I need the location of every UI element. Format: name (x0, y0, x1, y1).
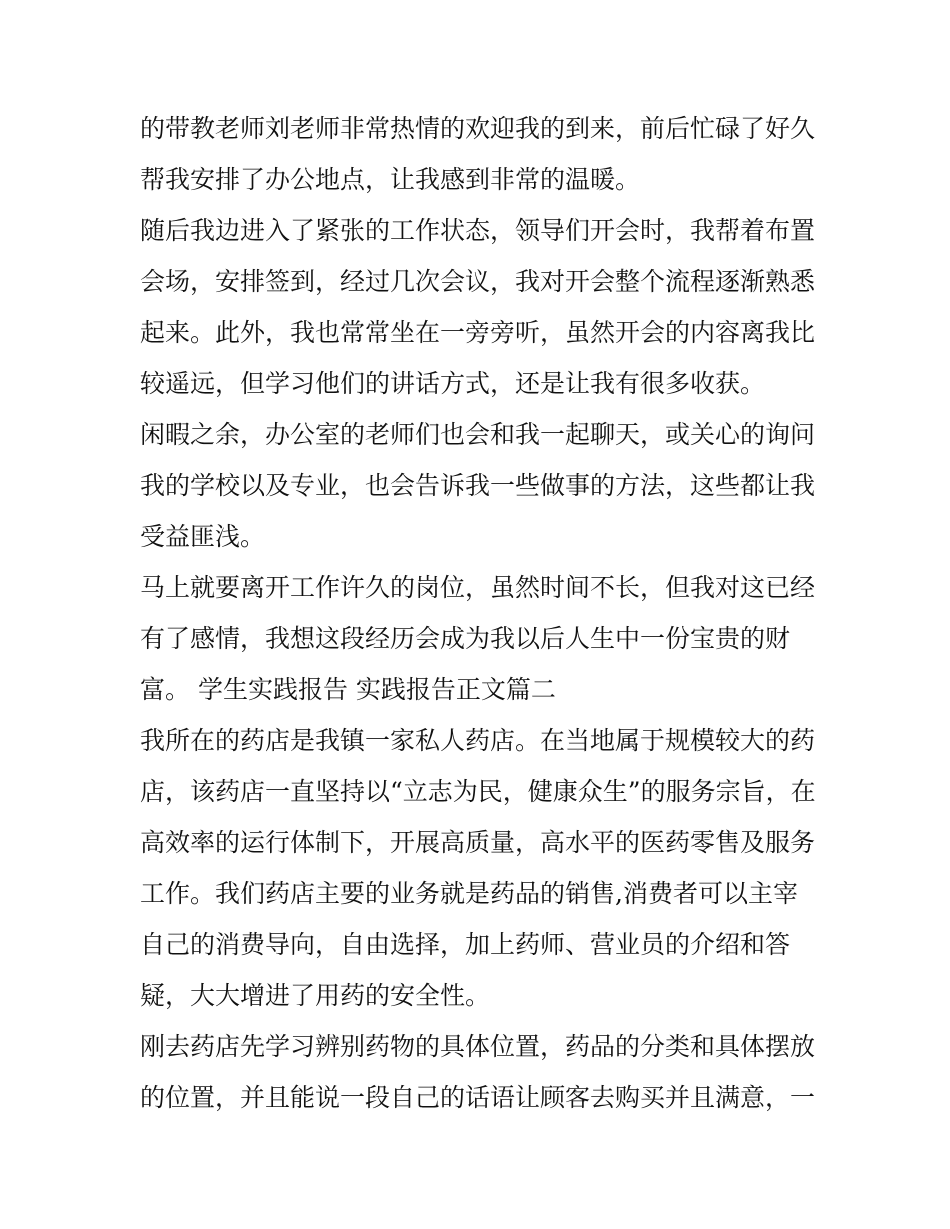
text-line: 店，该药店一直坚持以“立志为民，健康众生”的服务宗旨，在 (140, 777, 816, 806)
text-line: 我所在的药店是我镇一家私人药店。在当地属于规模较大的药 (140, 726, 816, 755)
text-line: 的带教老师刘老师非常热情的欢迎我的到来，前后忙碌了好久 (140, 114, 816, 143)
text-line: 帮我安排了办公地点，让我感到非常的温暖。 (140, 165, 641, 194)
text-line: 自己的消费导向，自由选择，加上药师、营业员的介绍和答 (140, 930, 791, 959)
text-line: 疑，大大增进了用药的安全性。 (140, 981, 491, 1010)
text-line: 工作。我们药店主要的业务就是药品的销售,消费者可以主宰 (140, 879, 798, 908)
text-line: 刚去药店先学习辨别药物的具体位置，药品的分类和具体摆放 (140, 1032, 816, 1061)
text-line: 起来。此外，我也常常坐在一旁旁听，虽然开会的内容离我比 (140, 318, 816, 347)
text-line: 闲暇之余，办公室的老师们也会和我一起聊天，或关心的询问 (140, 420, 816, 449)
text-line: 随后我边进入了紧张的工作状态，领导们开会时，我帮着布置 (140, 216, 816, 245)
text-line: 会场，安排签到，经过几次会议，我对开会整个流程逐渐熟悉 (140, 267, 816, 296)
text-line: 有了感情，我想这段经历会成为我以后人生中一份宝贵的财 (140, 624, 791, 653)
text-line: 的位置，并且能说一段自己的话语让顾客去购买并且满意，一 (140, 1083, 816, 1112)
text-line: 我的学校以及专业，也会告诉我一些做事的方法，这些都让我 (140, 471, 816, 500)
document-body (140, 103, 820, 1123)
text-line: 高效率的运行体制下，开展高质量，高水平的医药零售及服务 (140, 828, 816, 857)
text-line: 受益匪浅。 (140, 522, 266, 551)
text-line: 马上就要离开工作许久的岗位，虽然时间不长，但我对这已经 (140, 573, 816, 602)
text-line: 较遥远，但学习他们的讲话方式，还是让我有很多收获。 (140, 369, 766, 398)
text-line: 富。 学生实践报告 实践报告正文篇二 (140, 675, 556, 704)
